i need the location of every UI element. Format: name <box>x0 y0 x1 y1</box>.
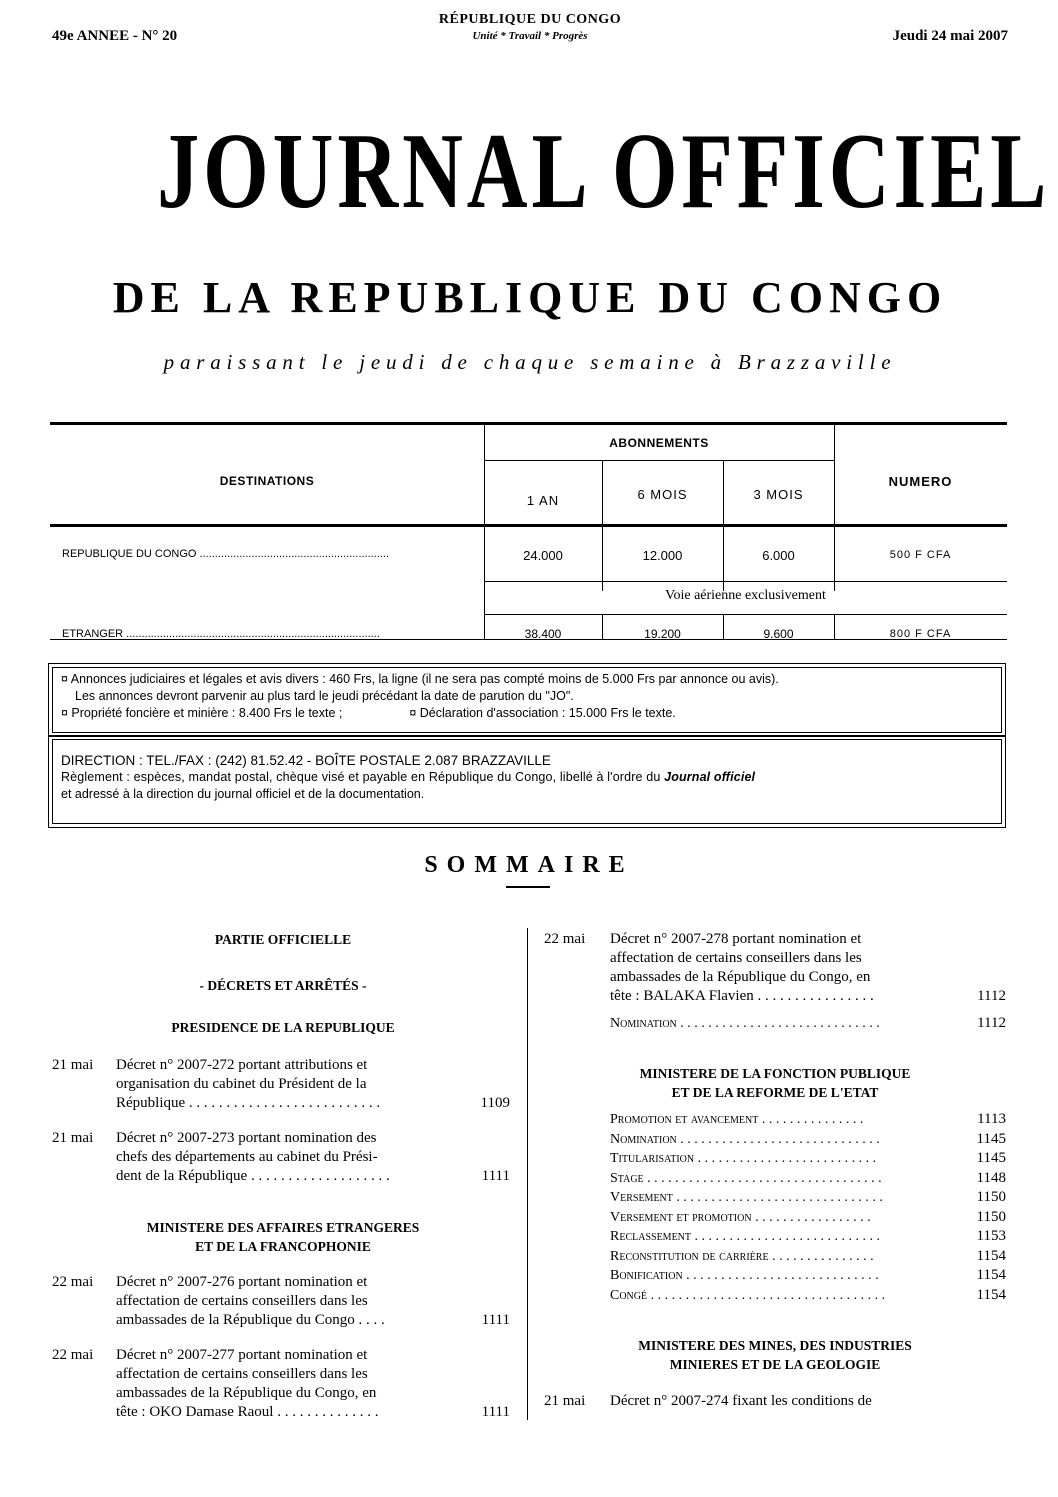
numero-etranger: 800 F CFA <box>889 628 952 640</box>
toc-item-dots: . . . . . . . . . . . . . . . . . . . . . . . . . . . . . . <box>672 1190 883 1205</box>
section-affaires-etrangeres <box>52 1218 514 1256</box>
section-line: MINIERES ET DE LA GEOLOGIE <box>669 1357 881 1372</box>
table-header-rule <box>50 524 1007 527</box>
subscription-table <box>50 422 1007 642</box>
entry-line: ambassades de la République du Congo . . . . <box>116 1312 385 1328</box>
entry-date: 22 mai <box>544 931 586 947</box>
entry-date: 22 mai <box>52 1274 94 1290</box>
toc-item-row <box>610 1169 1006 1188</box>
toc-item-row <box>610 1286 1006 1305</box>
period-6mois: 6 MOIS <box>637 487 688 502</box>
announcement-rates-inner <box>52 667 1002 733</box>
price-congo-3mois: 6.000 <box>762 548 795 563</box>
entry-page: 1109 <box>480 1095 510 1111</box>
toc-item-dots: . . . . . . . . . . . . . . . <box>758 1112 864 1127</box>
toc-item-dots: . . . . . . . . . . . . . . . . . . . . . . . . . . . . <box>682 1268 879 1283</box>
entry-title <box>116 1129 456 1186</box>
announcement-line-1: ¤ Annonces judiciaires et légales et avis divers : 460 Frs, la ligne (il ne sera pas compté moins de 5.000 Frs par annonce ou avis). <box>61 672 779 686</box>
toc-item-page: 1148 <box>976 1169 1006 1186</box>
toc-item-page: 1154 <box>976 1286 1006 1303</box>
toc-left-column <box>52 928 514 1428</box>
entry-line: Décret n° 2007-273 portant nomination des <box>116 1130 377 1146</box>
national-motto: Unité * Travail * Progrès <box>472 30 588 42</box>
toc-nomination-row <box>610 1014 1006 1033</box>
section-line: ET DE LA FRANCOPHONIE <box>195 1239 371 1254</box>
association-rate: ¤ Déclaration d'association : 15.000 Frs le texte. <box>409 706 676 720</box>
entry-page: 1111 <box>481 1168 510 1184</box>
entry-line: tête : BALAKA Flavien . . . . . . . . . . . . . . . . <box>610 988 874 1004</box>
toc-entry <box>544 1392 1006 1414</box>
numero-congo: 500 F CFA <box>889 549 952 561</box>
country-name: RÉPUBLIQUE DU CONGO <box>438 12 622 27</box>
toc-item-row <box>610 1266 1006 1285</box>
section-partie-officielle: PARTIE OFFICIELLE <box>214 932 352 947</box>
entry-line: affectation de certains conseillers dans les <box>116 1293 368 1309</box>
entry-line: dent de la République . . . . . . . . . . . . . . . . . . . <box>116 1168 390 1184</box>
abonnements-rule <box>484 460 834 461</box>
toc-item-page: 1113 <box>977 1111 1006 1127</box>
entry-line: affectation de certains conseillers dans les <box>116 1366 368 1382</box>
payment-payee: Journal officiel <box>664 770 756 784</box>
payment-address: et adressé à la direction du journal officiel et de la documentation. <box>61 787 425 801</box>
row1-rule <box>484 581 1007 582</box>
toc-item-page: 1150 <box>976 1208 1006 1225</box>
toc-item-row <box>610 1149 1006 1168</box>
toc-item-label: Reconstitution de carrière <box>610 1248 769 1264</box>
property-rate: ¤ Propriété foncière et minière : 8.400 Frs le texte ; <box>61 706 343 720</box>
page-header <box>52 10 1008 46</box>
col-divider-3 <box>723 460 724 591</box>
entry-date: 21 mai <box>544 1393 586 1409</box>
col-divider-4 <box>834 425 835 591</box>
entry-title <box>610 930 950 1006</box>
section-line: MINISTERE DES AFFAIRES ETRANGERES <box>146 1220 420 1235</box>
entry-line: organisation du cabinet du Président de la <box>116 1076 367 1092</box>
toc-item-dots: . . . . . . . . . . . . . . . <box>768 1248 874 1264</box>
entry-date: 22 mai <box>52 1347 94 1363</box>
col-divider-2 <box>602 460 603 591</box>
entry-title <box>116 1273 456 1330</box>
section-line: ET DE LA REFORME DE L'ETAT <box>671 1085 879 1100</box>
announcement-line-2: Les annonces devront parvenir au plus tard le jeudi précédant la date de parution du "JO". <box>75 689 574 703</box>
toc-item-page: 1154 <box>976 1267 1006 1283</box>
payment-terms-text: Règlement : espèces, mandat postal, chèque visé et payable en République du Congo, libellé à l'ordre du <box>61 770 661 784</box>
issue-number: 49e ANNEE - N° 20 <box>52 28 178 44</box>
toc-item-page: 1153 <box>976 1228 1006 1244</box>
toc-item-row <box>610 1227 1006 1246</box>
price-congo-6mois: 12.000 <box>642 548 683 563</box>
toc-item-page: 1145 <box>976 1130 1006 1147</box>
section-fonction-publique <box>544 1064 1006 1102</box>
toc-item-dots: . . . . . . . . . . . . . . . . . . . . . . . . . . <box>694 1151 877 1166</box>
entry-date: 21 mai <box>52 1130 94 1146</box>
dest-congo: REPUBLIQUE DU CONGO .............................................................. <box>62 548 390 560</box>
toc-item-page: 1150 <box>976 1189 1006 1205</box>
toc-item-row <box>610 1208 1006 1227</box>
entry-title <box>610 1392 950 1411</box>
toc-row-label: Nomination <box>610 1016 677 1031</box>
abonnements-header: ABONNEMENTS <box>609 436 709 450</box>
dest-etranger: ETRANGER ................................................................................... <box>62 628 380 640</box>
toc-item-label: Bonification <box>610 1268 683 1283</box>
entry-line: Décret n° 2007-272 portant attributions et <box>116 1057 368 1073</box>
toc-item-label: Versement et promotion <box>610 1209 752 1225</box>
toc-item-dots: . . . . . . . . . . . . . . . . . . . . . . . . . . . . . . . . . . <box>647 1287 886 1303</box>
toc-item-page: 1145 <box>976 1150 1006 1166</box>
section-line: MINISTERE DES MINES, DES INDUSTRIES <box>638 1338 912 1353</box>
table-top-rule <box>50 422 1007 425</box>
toc-item-dots: . . . . . . . . . . . . . . . . . . . . . . . . . . . . . . . . . . <box>643 1170 882 1186</box>
entry-page: 1111 <box>481 1312 510 1328</box>
toc-item-row <box>610 1247 1006 1266</box>
toc-item-label: Promotion et avancement <box>610 1112 759 1127</box>
toc-item-label: Versement <box>610 1190 673 1205</box>
entry-line: Décret n° 2007-277 portant nomination et <box>116 1347 368 1363</box>
entry-line: affectation de certains conseillers dans les <box>610 950 862 966</box>
entry-line: chefs des départements au cabinet du Prési- <box>116 1149 378 1165</box>
entry-page: 1112 <box>977 988 1006 1004</box>
numero-header: NUMERO <box>888 474 953 489</box>
sommaire-title: SOMMAIRE <box>424 852 634 878</box>
entry-line: ambassades de la République du Congo, en <box>116 1385 377 1401</box>
toc-item-page: 1154 <box>976 1247 1006 1264</box>
journal-title: JOURNAL OFFICIEL <box>157 112 1051 231</box>
destinations-header: DESTINATIONS <box>219 474 315 488</box>
entry-date: 21 mai <box>52 1057 94 1073</box>
toc-item-label: Nomination <box>610 1131 677 1147</box>
toc-item-label: Titularisation <box>610 1151 695 1166</box>
toc-entry <box>52 1129 514 1189</box>
journal-tagline: paraissant le jeudi de chaque semaine à Brazzaville <box>163 350 897 374</box>
entry-title <box>116 1056 456 1113</box>
toc-row-dots: . . . . . . . . . . . . . . . . . . . . . . . . . . . . . <box>676 1016 880 1031</box>
toc-item-row <box>610 1188 1006 1207</box>
price-etranger-1an: 38.400 <box>524 627 562 641</box>
entry-line: tête : OKO Damase Raoul . . . . . . . . . . . . . . <box>116 1404 379 1420</box>
entry-page: 1111 <box>481 1404 510 1420</box>
header-center <box>52 12 1008 42</box>
toc-entry <box>52 1056 514 1116</box>
price-etranger-6mois: 19.200 <box>644 627 681 641</box>
toc-row-page: 1112 <box>977 1015 1006 1031</box>
journal-subtitle: DE LA REPUBLIQUE DU CONGO <box>112 273 948 322</box>
price-congo-1an: 24.000 <box>523 548 563 563</box>
direction-inner <box>52 739 1002 824</box>
announcement-rates-box <box>48 663 1006 737</box>
toc-item-row <box>610 1110 1006 1129</box>
entry-line: Décret n° 2007-278 portant nomination et <box>610 931 862 947</box>
issue-date: Jeudi 24 mai 2007 <box>892 28 1008 44</box>
entry-line: ambassades de la République du Congo, en <box>610 969 871 985</box>
section-mines <box>544 1336 1006 1374</box>
entry-line: Décret n° 2007-276 portant nomination et <box>116 1274 368 1290</box>
direction-contact: DIRECTION : TEL./FAX : (242) 81.52.42 - BOÎTE POSTALE 2.087 BRAZZAVILLE <box>61 753 551 768</box>
toc-item-row <box>610 1130 1006 1149</box>
toc-item-dots: . . . . . . . . . . . . . . . . . . . . . . . . . . . <box>691 1229 881 1244</box>
toc-item-dots: . . . . . . . . . . . . . . . . . <box>751 1209 871 1225</box>
section-presidence: PRESIDENCE DE LA REPUBLIQUE <box>171 1020 395 1035</box>
period-3mois: 3 MOIS <box>753 487 804 502</box>
direction-box <box>48 735 1006 828</box>
sommaire-underline <box>506 886 550 888</box>
period-1an: 1 AN <box>526 493 560 508</box>
toc-item-label: Congé <box>610 1287 648 1303</box>
section-decrets: - DÉCRETS ET ARRÊTÉS - <box>199 978 367 993</box>
price-etranger-3mois: 9.600 <box>763 627 794 641</box>
payment-terms <box>61 769 993 786</box>
air-rule <box>484 614 1007 615</box>
toc-item-dots: . . . . . . . . . . . . . . . . . . . . . . . . . . . . . <box>676 1131 880 1147</box>
col-divider-1 <box>484 425 485 639</box>
toc-entry <box>544 930 1006 1010</box>
air-note: Voie aérienne exclusivement <box>665 588 826 603</box>
toc-item-label: Reclassement <box>610 1229 692 1244</box>
entry-line: République . . . . . . . . . . . . . . . . . . . . . . . . . . <box>116 1095 381 1111</box>
toc-entry <box>52 1346 514 1426</box>
entry-title <box>116 1346 456 1422</box>
entry-line: Décret n° 2007-274 fixant les conditions de <box>610 1393 872 1409</box>
toc-right-column <box>544 928 1006 1428</box>
section-line: MINISTERE DE LA FONCTION PUBLIQUE <box>639 1066 911 1081</box>
column-divider <box>527 928 528 1420</box>
announcement-line-3 <box>61 705 993 722</box>
toc-item-label: Stage <box>610 1170 644 1186</box>
toc-entry <box>52 1273 514 1333</box>
